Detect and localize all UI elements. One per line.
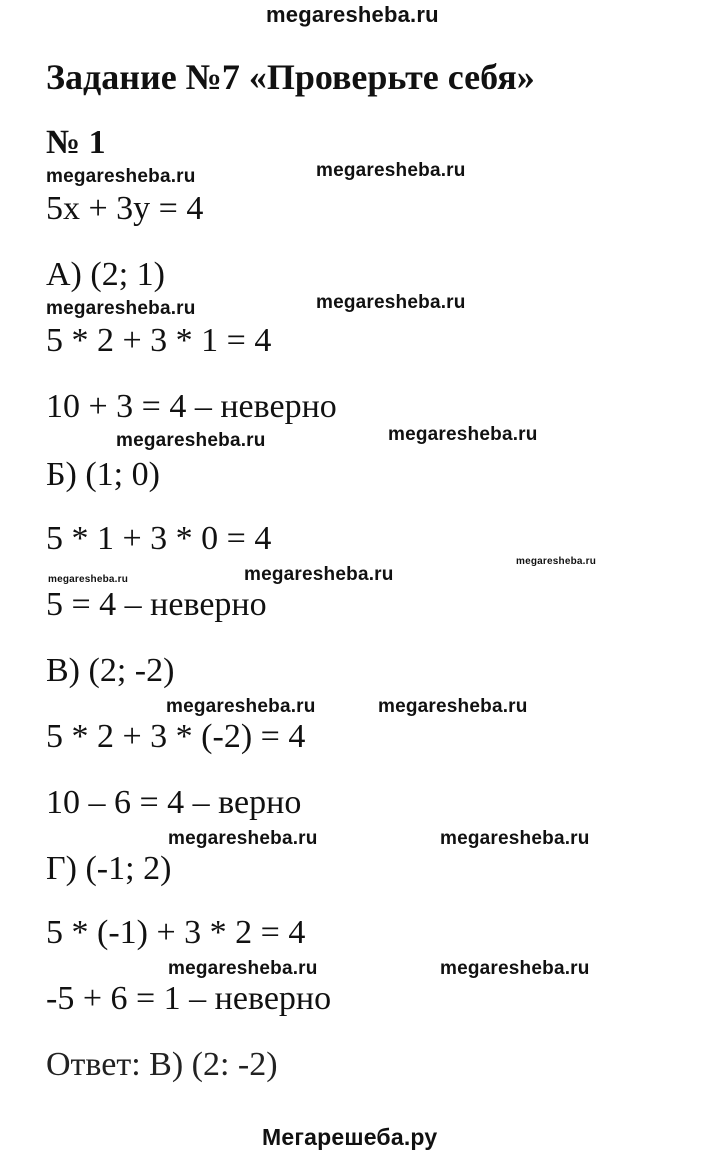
option-b-check: 5 * 1 + 3 * 0 = 4 — [46, 520, 272, 557]
option-b-result: 5 = 4 – неверно — [46, 586, 267, 623]
option-a-check: 5 * 2 + 3 * 1 = 4 — [46, 322, 272, 359]
option-d-result: -5 + 6 = 1 – неверно — [46, 980, 332, 1017]
problem-number: № 1 — [46, 124, 106, 161]
option-c-label: В) (2; -2) — [46, 652, 175, 689]
option-a-label: А) (2; 1) — [46, 256, 165, 293]
watermark: megaresheba.ru — [46, 298, 196, 319]
option-a-result: 10 + 3 = 4 – неверно — [46, 388, 337, 425]
watermark: megaresheba.ru — [440, 958, 590, 979]
watermark: megaresheba.ru — [378, 696, 528, 717]
option-d-check: 5 * (-1) + 3 * 2 = 4 — [46, 914, 306, 951]
watermark: megaresheba.ru — [440, 828, 590, 849]
watermark: megaresheba.ru — [168, 958, 318, 979]
watermark: megaresheba.ru — [516, 556, 597, 567]
option-c-check: 5 * 2 + 3 * (-2) = 4 — [46, 718, 306, 755]
page-title: Задание №7 «Проверьте себя» — [46, 57, 535, 97]
watermark: megaresheba.ru — [316, 160, 466, 181]
watermark: megaresheba.ru — [166, 696, 316, 717]
header-watermark: megaresheba.ru — [266, 2, 439, 27]
watermark: megaresheba.ru — [316, 292, 466, 313]
watermark: megaresheba.ru — [388, 424, 538, 445]
option-c-result: 10 – 6 = 4 – верно — [46, 784, 302, 821]
option-d-label: Г) (-1; 2) — [46, 850, 172, 887]
watermark: megaresheba.ru — [116, 430, 266, 451]
answer: Ответ: В) (2: -2) — [46, 1046, 278, 1083]
watermark: megaresheba.ru — [168, 828, 318, 849]
footer-watermark: Мегарешеба.ру — [262, 1124, 438, 1150]
option-b-label: Б) (1; 0) — [46, 456, 160, 493]
equation: 5x + 3y = 4 — [46, 190, 204, 227]
watermark: megaresheba.ru — [244, 564, 394, 585]
watermark: megaresheba.ru — [48, 574, 129, 585]
watermark: megaresheba.ru — [46, 166, 196, 187]
